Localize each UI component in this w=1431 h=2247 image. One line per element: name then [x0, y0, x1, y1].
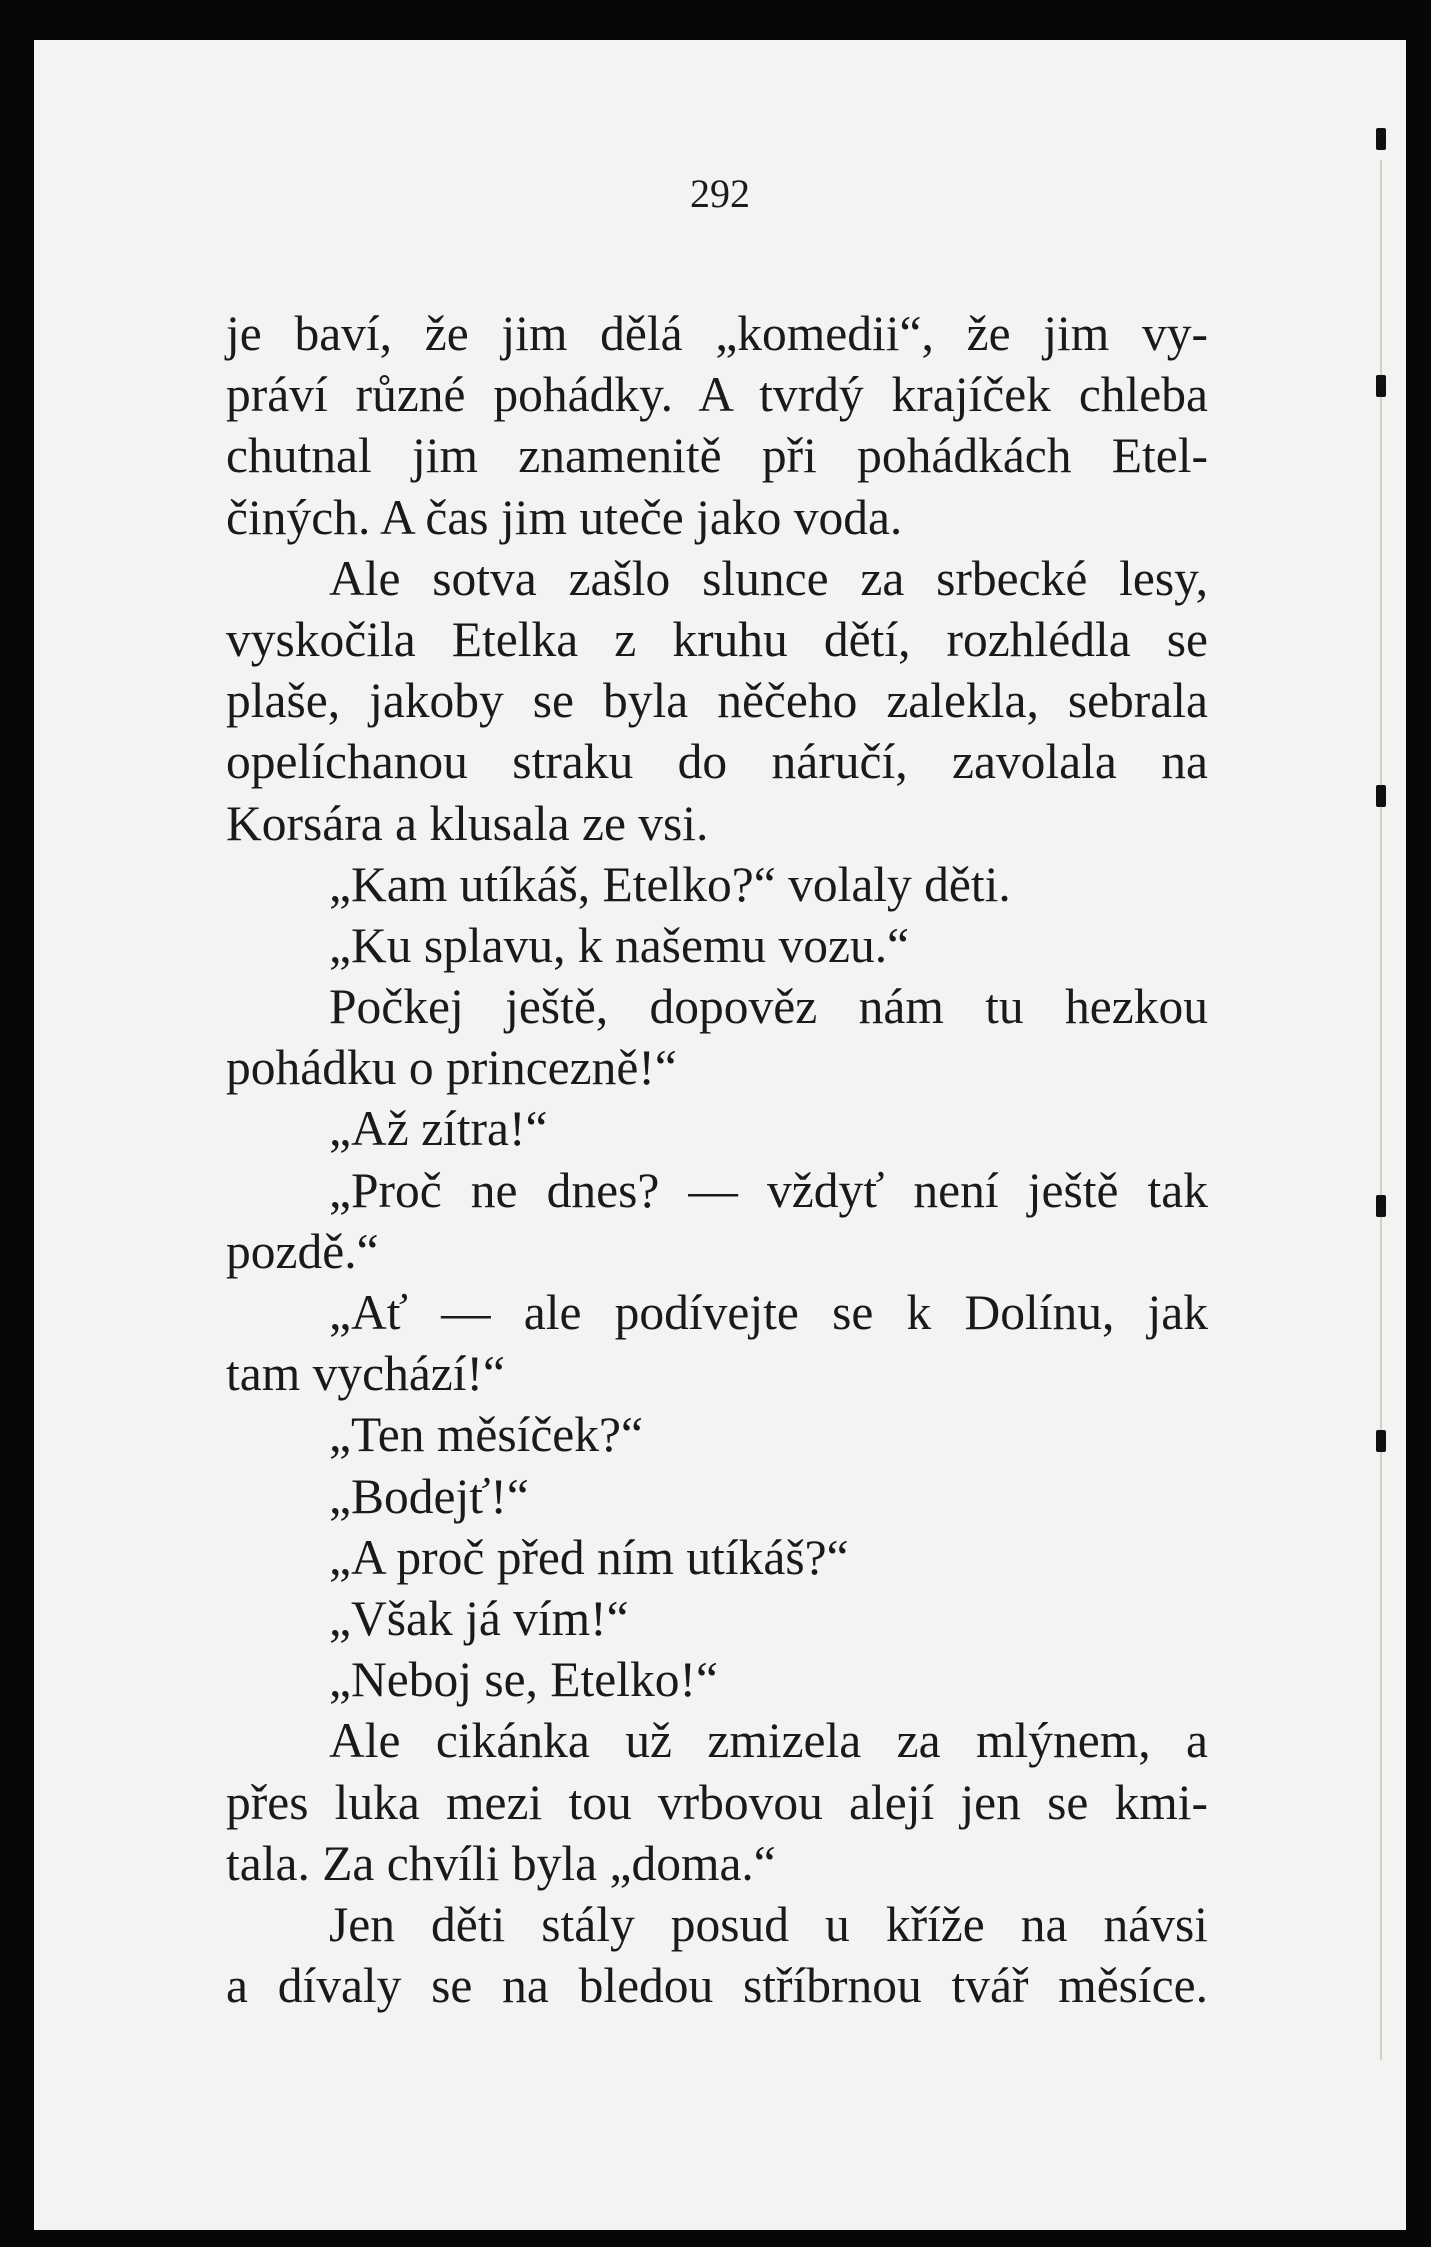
page-number: 292: [690, 171, 750, 216]
text-line: pohádku o princezně!“: [226, 1040, 677, 1096]
text-line: „Proč ne dnes? — vždyť není ještě tak: [329, 1162, 1208, 1218]
text-line: chutnal jim znamenitě při pohádkách Etel-: [226, 428, 1208, 484]
text-line: činých. A čas jim uteče jako voda.: [226, 489, 903, 545]
edge-tick-mark: [1376, 785, 1386, 807]
text-line: je baví, že jim dělá „komedii“, že jim vy-: [226, 306, 1208, 361]
text-line: a dívaly se na bledou stříbrnou tvář měsíce.: [226, 1958, 1208, 2014]
text-line: práví různé pohádky. A tvrdý krajíček chleba: [226, 367, 1208, 423]
text-line: „Ať — ale podívejte se k Dolínu, jak: [329, 1285, 1208, 1340]
edge-tick-mark: [1376, 1430, 1386, 1452]
text-line: „Kam utíkáš, Etelko?“ volaly děti.: [329, 856, 1011, 912]
text-line: tam vychází!“: [226, 1346, 505, 1402]
text-line: „Bodejť!“: [329, 1468, 529, 1524]
text-line: tala. Za chvíli byla „doma.“: [226, 1835, 776, 1891]
text-line: Ale sotva zašlo slunce za srbecké lesy,: [329, 550, 1208, 606]
text-line: pozdě.“: [226, 1223, 379, 1279]
edge-tick-mark: [1376, 375, 1386, 397]
book-page: [34, 40, 1406, 2230]
text-line: „Ku splavu, k našemu vozu.“: [329, 917, 910, 973]
edge-tick-mark: [1376, 128, 1386, 150]
text-line: „Ten měsíček?“: [329, 1407, 643, 1463]
text-line: „Však já vím!“: [329, 1590, 629, 1646]
text-line: vyskočila Etelka z kruhu dětí, rozhlédla se: [226, 611, 1208, 667]
text-line: „Neboj se, Etelko!“: [329, 1652, 718, 1708]
edge-tick-mark: [1376, 1195, 1386, 1217]
text-line: Korsára a klusala ze vsi.: [226, 795, 709, 851]
text-line: Počkej ještě, dopověz nám tu hezkou: [329, 979, 1208, 1035]
body-text: [226, 303, 1208, 2016]
page-edge-line: [1380, 160, 1382, 2060]
text-line: Jen děti stály posud u kříže na návsi: [329, 1896, 1208, 1952]
text-line: „Až zítra!“: [329, 1101, 548, 1157]
text-line: přes luka mezi tou vrbovou alejí jen se kmi-: [226, 1774, 1208, 1830]
text-line: Ale cikánka už zmizela za mlýnem, a: [329, 1713, 1208, 1769]
text-line: „A proč před ním utíkáš?“: [329, 1529, 849, 1585]
text-line: opelíchanou straku do náručí, zavolala na: [226, 734, 1208, 790]
text-line: plaše, jakoby se byla něčeho zalekla, sebrala: [226, 673, 1208, 729]
